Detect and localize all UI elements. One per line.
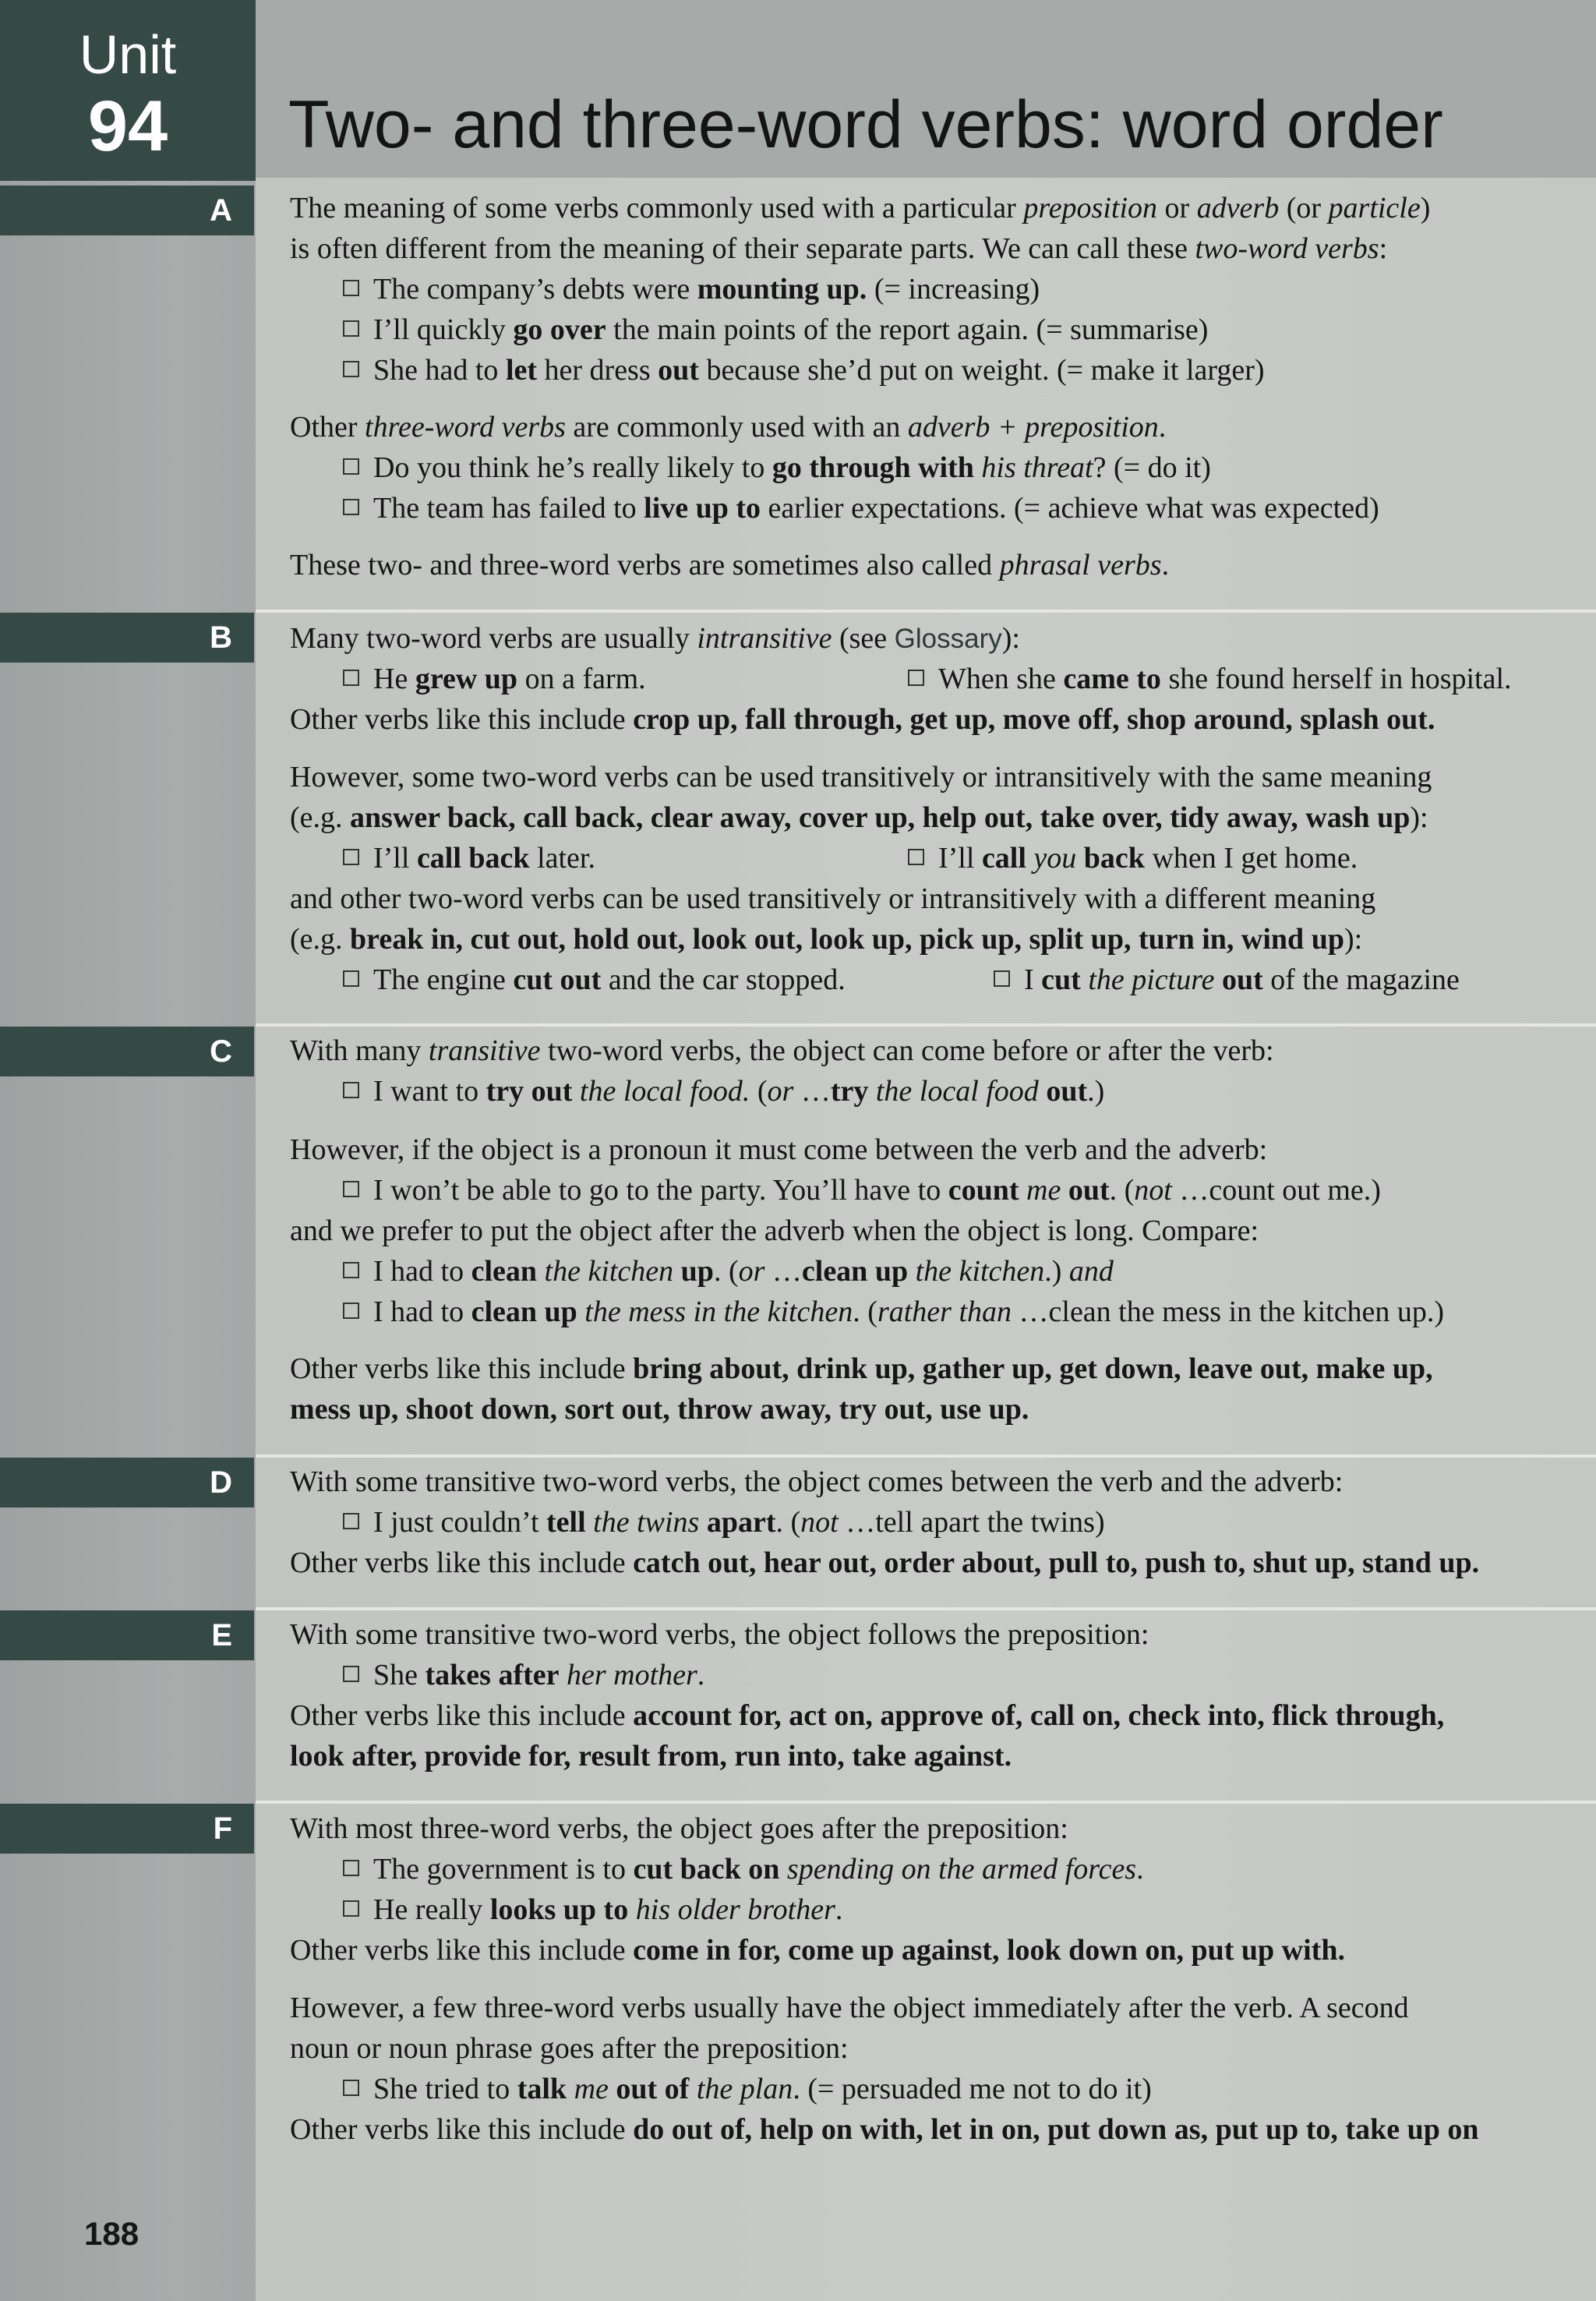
section-c-line: Other verbs like this include bring about, drink up, gather up, get down, leave out, make up, xyxy=(290,1352,1433,1385)
example-sentence: The company’s debts were mounting up. (= increasing) xyxy=(343,270,1040,308)
example-sentence: I want to try out the local food. (or …try the local food out.) xyxy=(343,1073,1104,1110)
section-f-line: With most three-word verbs, the object goes after the preposition: xyxy=(290,1812,1068,1845)
section-a-line: These two- and three-word verbs are sometimes also called phrasal verbs. xyxy=(290,549,1170,581)
section-a-line: Other three-word verbs are commonly used with an adverb + preposition. xyxy=(290,411,1167,444)
unit-badge xyxy=(0,0,256,181)
section-letter-b: B xyxy=(0,613,254,663)
section-divider xyxy=(256,610,1596,613)
example-sentence: The engine cut out and the car stopped. xyxy=(343,961,846,999)
section-f-line: However, a few three-word verbs usually have the object immediately after the verb. A second xyxy=(290,1992,1409,2024)
example-sentence: She takes after her mother. xyxy=(343,1656,704,1694)
example-sentence: The government is to cut back on spending on the armed forces. xyxy=(343,1850,1144,1888)
example-sentence: I cut the picture out of the magazine xyxy=(994,961,1460,999)
section-c-line: With many transitive two-word verbs, the object can come before or after the verb: xyxy=(290,1034,1274,1067)
unit-label: Unit xyxy=(79,24,177,85)
example-sentence: I won’t be able to go to the party. You’ll have to count me out. (not …count out me.) xyxy=(343,1172,1381,1209)
section-letter-d: D xyxy=(0,1458,254,1507)
section-d-line: With some transitive two-word verbs, the object comes between the verb and the adverb: xyxy=(290,1465,1344,1498)
example-sentence: I’ll call you back when I get home. xyxy=(908,839,1358,877)
section-divider xyxy=(256,1607,1596,1610)
section-b-line: However, some two-word verbs can be used transitively or intransitively with the same meaning xyxy=(290,761,1432,794)
section-b-line: (e.g. break in, cut out, hold out, look out, look up, pick up, split up, turn in, wind up): xyxy=(290,923,1363,956)
section-f-line: Other verbs like this include come in for, come up against, look down on, put up with. xyxy=(290,1934,1345,1967)
page-margin-sidebar xyxy=(0,0,256,2301)
section-divider xyxy=(256,1454,1596,1458)
example-sentence: Do you think he’s really likely to go through with his threat? (= do it) xyxy=(343,449,1211,486)
section-c-line: and we prefer to put the object after the adverb when the object is long. Compare: xyxy=(290,1214,1259,1247)
section-letter-f: F xyxy=(0,1804,254,1854)
section-letter-a: A xyxy=(0,186,254,235)
section-f-line: Other verbs like this include do out of, help on with, let in on, put down as, put up to, take up on xyxy=(290,2113,1479,2146)
section-a-line: The meaning of some verbs commonly used with a particular preposition or adverb (or particle) xyxy=(290,192,1431,224)
section-b-line: Many two-word verbs are usually intransitive (see Glossary): xyxy=(290,622,1020,655)
section-e-line: Other verbs like this include account for, act on, approve of, call on, check into, flick through, xyxy=(290,1699,1445,1732)
example-sentence: I had to clean the kitchen up. (or …clean up the kitchen.) and xyxy=(343,1253,1114,1290)
example-sentence: The team has failed to live up to earlier expectations. (= achieve what was expected) xyxy=(343,490,1379,527)
unit-number: 94 xyxy=(87,87,168,166)
section-f-line: noun or noun phrase goes after the preposition: xyxy=(290,2032,849,2065)
section-letter-e: E xyxy=(0,1610,254,1660)
section-divider xyxy=(256,1023,1596,1027)
example-sentence: She had to let her dress out because she’d put on weight. (= make it larger) xyxy=(343,352,1265,389)
page-number: 188 xyxy=(84,2215,139,2252)
example-sentence: I just couldn’t tell the twins apart. (not …tell apart the twins) xyxy=(343,1504,1105,1541)
example-sentence: She tried to talk me out of the plan. (= persuaded me not to do it) xyxy=(343,2070,1152,2108)
section-e-line: look after, provide for, result from, run into, take against. xyxy=(290,1740,1012,1773)
example-sentence: I’ll quickly go over the main points of the report again. (= summarise) xyxy=(343,311,1208,348)
example-sentence: He really looks up to his older brother. xyxy=(343,1891,842,1928)
section-c-line: However, if the object is a pronoun it must come between the verb and the adverb: xyxy=(290,1133,1268,1166)
page-title: Two- and three-word verbs: word order xyxy=(288,87,1443,162)
example-sentence: I had to clean up the mess in the kitchen. (rather than …clean the mess in the kitchen up.) xyxy=(343,1293,1444,1331)
section-divider xyxy=(256,1801,1596,1804)
section-b-line: (e.g. answer back, call back, clear away, cover up, help out, take over, tidy away, wash up): xyxy=(290,801,1428,834)
section-b-line: Other verbs like this include crop up, fall through, get up, move off, shop around, splash out. xyxy=(290,703,1435,736)
section-letter-c: C xyxy=(0,1027,254,1076)
section-a-line: is often different from the meaning of their separate parts. We can call these two-word verbs: xyxy=(290,232,1388,265)
example-sentence: He grew up on a farm. xyxy=(343,660,646,698)
section-d-line: Other verbs like this include catch out, hear out, order about, pull to, push to, shut up, stand up. xyxy=(290,1546,1480,1579)
section-e-line: With some transitive two-word verbs, the object follows the preposition: xyxy=(290,1618,1149,1651)
section-c-line: mess up, shoot down, sort out, throw away, try out, use up. xyxy=(290,1393,1029,1426)
section-b-line: and other two-word verbs can be used transitively or intransitively with a different meaning xyxy=(290,882,1376,915)
example-sentence: When she came to she found herself in hospital. xyxy=(908,660,1512,698)
example-sentence: I’ll call back later. xyxy=(343,839,595,877)
